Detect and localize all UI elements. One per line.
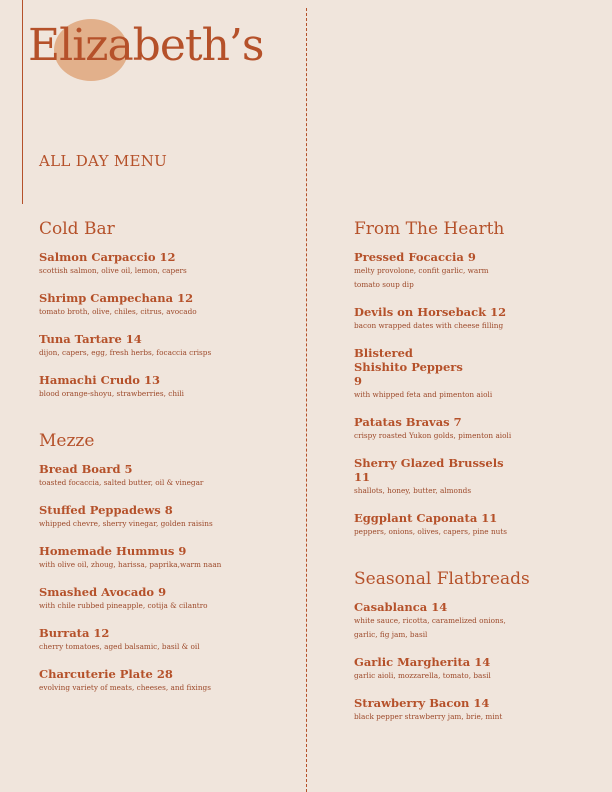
menu-item-description: peppers, onions, olives, capers, pine nuts (354, 527, 508, 536)
menu-item-name: Sherry Glazed Brussels 11 (354, 456, 504, 484)
menu-item (39, 544, 289, 572)
section-title: From The Hearth (354, 219, 505, 239)
menu-item-description: garlic aioli, mozzarella, tomato, basil (354, 671, 491, 680)
menu-item (354, 511, 604, 539)
menu-item-description: toasted focaccia, salted butter, oil & vinegar (39, 478, 204, 487)
menu-item-name: Tuna Tartare 14 (39, 332, 142, 346)
menu-item-description: evolving variety of meats, cheeses, and fixings (39, 683, 211, 692)
menu-item (39, 503, 289, 531)
menu-item (39, 250, 289, 278)
menu-item-name: Hamachi Crudo 13 (39, 373, 160, 387)
menu-item-description: dijon, capers, egg, fresh herbs, focaccia crisps (39, 348, 212, 357)
menu-item (354, 250, 604, 292)
menu-item-description: white sauce, ricotta, caramelized onions, garlic, fig jam, basil (354, 616, 506, 639)
menu-item (354, 456, 604, 498)
menu-item (354, 415, 604, 443)
menu-item (39, 626, 289, 654)
menu-item-description: black pepper strawberry jam, brie, mint (354, 712, 503, 721)
left-column (39, 219, 289, 720)
section-title: Mezze (39, 431, 95, 451)
menu-item (354, 696, 604, 724)
menu-item (39, 332, 289, 360)
menu-item (39, 585, 289, 613)
menu-item (354, 600, 604, 642)
menu-item-name: Smashed Avocado 9 (39, 585, 167, 599)
menu-item-description: bacon wrapped dates with cheese filling (354, 321, 504, 330)
menu-item (354, 655, 604, 683)
menu-item (39, 291, 289, 319)
menu-item-description: whipped chevre, sherry vinegar, golden raisins (39, 519, 213, 528)
menu-item-description: cherry tomatoes, aged balsamic, basil & oil (39, 642, 200, 651)
right-column (354, 219, 604, 749)
menu-item-description: with olive oil, zhoug, harissa, paprika,warm naan (39, 560, 222, 569)
menu-item-name: Shrimp Campechana 12 (39, 291, 194, 305)
left-accent-line (22, 0, 23, 204)
menu-item-description: blood orange-shoyu, strawberries, chili (39, 389, 185, 398)
menu-item-name: Bread Board 5 (39, 462, 133, 476)
menu-item-description: melty provolone, confit garlic, warm tomato soup dip (354, 266, 489, 289)
menu-item-name: Garlic Margherita 14 (354, 655, 491, 669)
center-dashed-divider (306, 8, 307, 792)
menu-item-description: tomato broth, olive, chiles, citrus, avocado (39, 307, 197, 316)
menu-item (354, 305, 604, 333)
menu-item-description: scottish salmon, olive oil, lemon, capers (39, 266, 187, 275)
menu-item-name: Stuffed Peppadews 8 (39, 503, 173, 517)
section-title: Cold Bar (39, 219, 115, 239)
menu-section (354, 219, 604, 539)
menu-item (354, 346, 604, 402)
menu-item-name: Strawberry Bacon 14 (354, 696, 490, 710)
logo-wordmark: Elizabeth’s (28, 20, 264, 71)
menu-item-name: Patatas Bravas 7 (354, 415, 462, 429)
menu-item-name: Salmon Carpaccio 12 (39, 250, 176, 264)
menu-section (39, 431, 289, 695)
menu-item-name: Burrata 12 (39, 626, 110, 640)
menu-item-name: Blistered Shishito Peppers 9 (354, 346, 463, 388)
menu-item-name: Casablanca 14 (354, 600, 448, 614)
menu-item-description: shallots, honey, butter, almonds (354, 486, 472, 495)
menu-item-name: Eggplant Caponata 11 (354, 511, 498, 525)
menu-item-name: Homemade Hummus 9 (39, 544, 187, 558)
menu-item (39, 462, 289, 490)
menu-item (39, 667, 289, 695)
menu-item-name: Charcuterie Plate 28 (39, 667, 173, 681)
menu-item (39, 373, 289, 401)
menu-section (354, 569, 604, 724)
section-title: Seasonal Flatbreads (354, 569, 530, 589)
menu-item-description: with whipped feta and pimenton aioli (354, 390, 493, 399)
menu-title: ALL DAY MENU (39, 152, 168, 170)
menu-item-description: crispy roasted Yukon golds, pimenton aioli (354, 431, 512, 440)
menu-item-name: Pressed Focaccia 9 (354, 250, 476, 264)
menu-item-description: with chile rubbed pineapple, cotija & cilantro (39, 601, 208, 610)
menu-section (39, 219, 289, 401)
menu-item-name: Devils on Horseback 12 (354, 305, 507, 319)
